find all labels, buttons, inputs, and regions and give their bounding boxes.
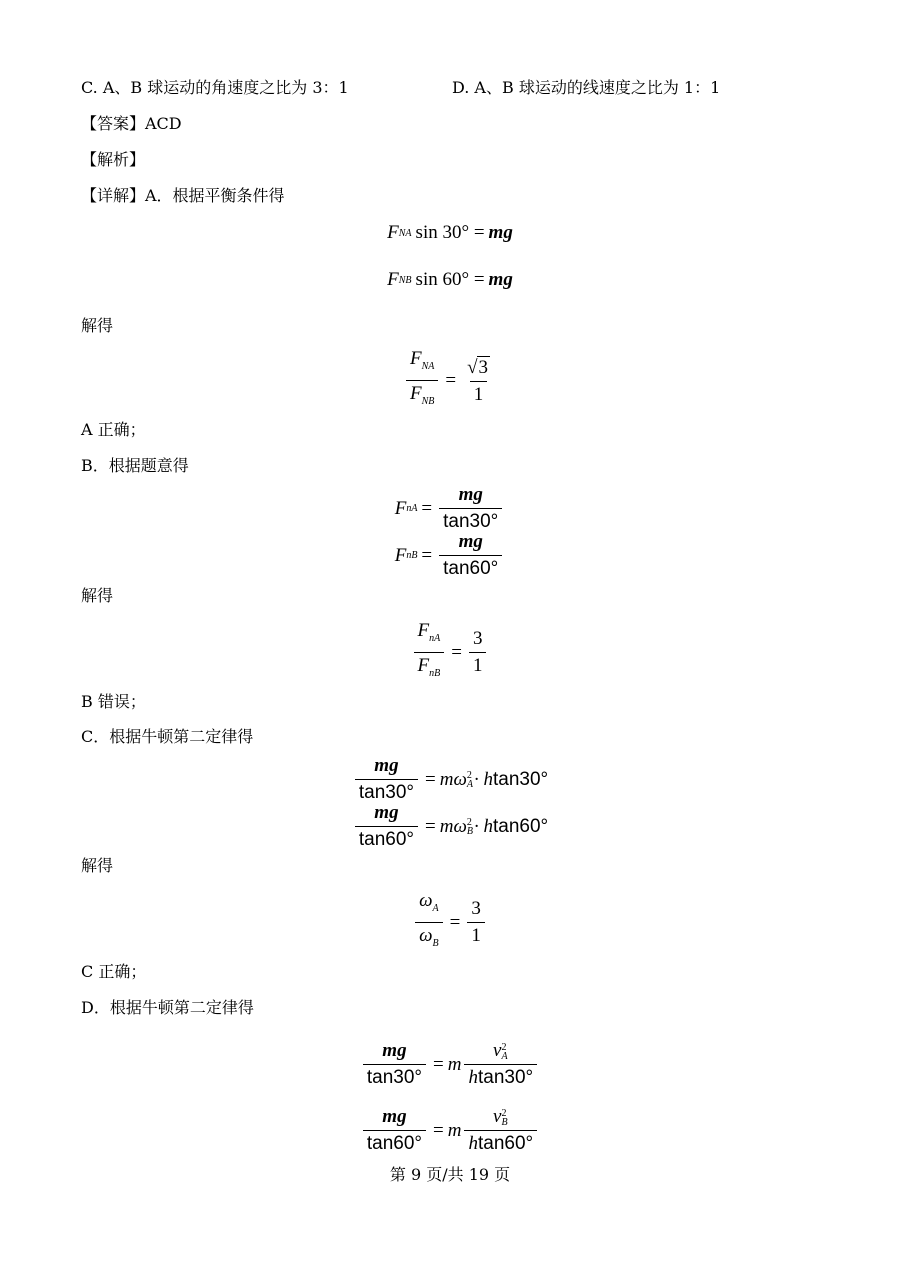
solve-label-3: 解得 [81, 856, 114, 875]
fraction: $\frac{mg}{\tan 60^\circ}$ [355, 802, 418, 851]
equation-velocity-a: $\frac{mg}{\tan 30^\circ}$ = m v 2 A htan30° [0, 1040, 900, 1089]
fraction: v 2 A htan30° [464, 1040, 537, 1089]
fraction: v 2 B htan60° [464, 1106, 537, 1155]
fraction: $\frac{mg}{\tan 60^\circ}$ [363, 1106, 426, 1155]
equation-fnb-tan60: F nB = $\frac{mg}{\tan 60^\circ}$ [0, 531, 900, 580]
fraction: $\frac{\omega_A}{\omega_B}$ [415, 890, 443, 955]
equation-fna-sin30: F NA sin 30° = mg [387, 222, 513, 243]
analysis-heading: 【解析】 [81, 150, 146, 169]
equation-omega-a: $\frac{mg}{\tan 30^\circ}$ = mω 2 A · h tan30° [0, 755, 900, 804]
solve-label-2: 解得 [81, 586, 114, 605]
equation-ratio-fn: $\frac{F_{NA}}{F_{NB}}$ = √ 3 1 [0, 348, 900, 413]
equation-ratio-fn-small: $\frac{F_{nA}}{F_{nB}}$ = $\frac{3}{1}$ [0, 620, 900, 685]
fraction: √ 3 1 [467, 356, 489, 405]
a-correct-line: A 正确； [81, 420, 146, 439]
fraction: $\frac{3}{1}$ [467, 898, 485, 947]
c-intro-line: C．根据牛顿第二定律得 [81, 727, 254, 746]
b-intro-line: B．根据题意得 [81, 456, 189, 475]
b-wrong-line: B 错误； [81, 692, 146, 711]
option-c: C. A、B 球运动的角速度之比为 3：1 [81, 78, 349, 97]
fraction: $\frac{F_{nA}}{F_{nB}}$ [414, 620, 445, 685]
equation-fnb-sin60: F NB sin 60° = mg [387, 269, 513, 290]
fraction: $\frac{mg}{\tan 30^\circ}$ [355, 755, 418, 804]
d-intro-line: D．根据牛顿第二定律得 [81, 998, 254, 1017]
equation-fna-tan30: F nA = $\frac{mg}{\tan 30^\circ}$ [0, 484, 900, 533]
fraction: $\frac{F_{NA}}{F_{NB}}$ [406, 348, 438, 413]
solve-label-1: 解得 [81, 316, 114, 335]
detail-a-intro: 【详解】A．根据平衡条件得 [81, 186, 285, 205]
c-correct-line: C 正确； [81, 962, 147, 981]
radical-sign: √ [467, 356, 478, 378]
fraction: $\frac{mg}{\tan 60^\circ}$ [439, 531, 502, 580]
equation-velocity-b: $\frac{mg}{\tan 60^\circ}$ = m v 2 B htan60° [0, 1106, 900, 1155]
equation-ratio-omega: $\frac{\omega_A}{\omega_B}$ = $\frac{3}{1}$ [0, 890, 900, 955]
option-d: D. A、B 球运动的线速度之比为 1：1 [452, 78, 721, 97]
page-footer: 第 9 页/共 19 页 [389, 1165, 511, 1184]
fraction: $\frac{mg}{\tan 30^\circ}$ [363, 1040, 426, 1089]
fraction: $\frac{mg}{\tan 30^\circ}$ [439, 484, 502, 533]
answer-line: 【答案】ACD [81, 114, 182, 133]
fraction: $\frac{3}{1}$ [469, 628, 487, 677]
equation-omega-b: $\frac{mg}{\tan 60^\circ}$ = mω 2 B · h tan60° [0, 802, 900, 851]
